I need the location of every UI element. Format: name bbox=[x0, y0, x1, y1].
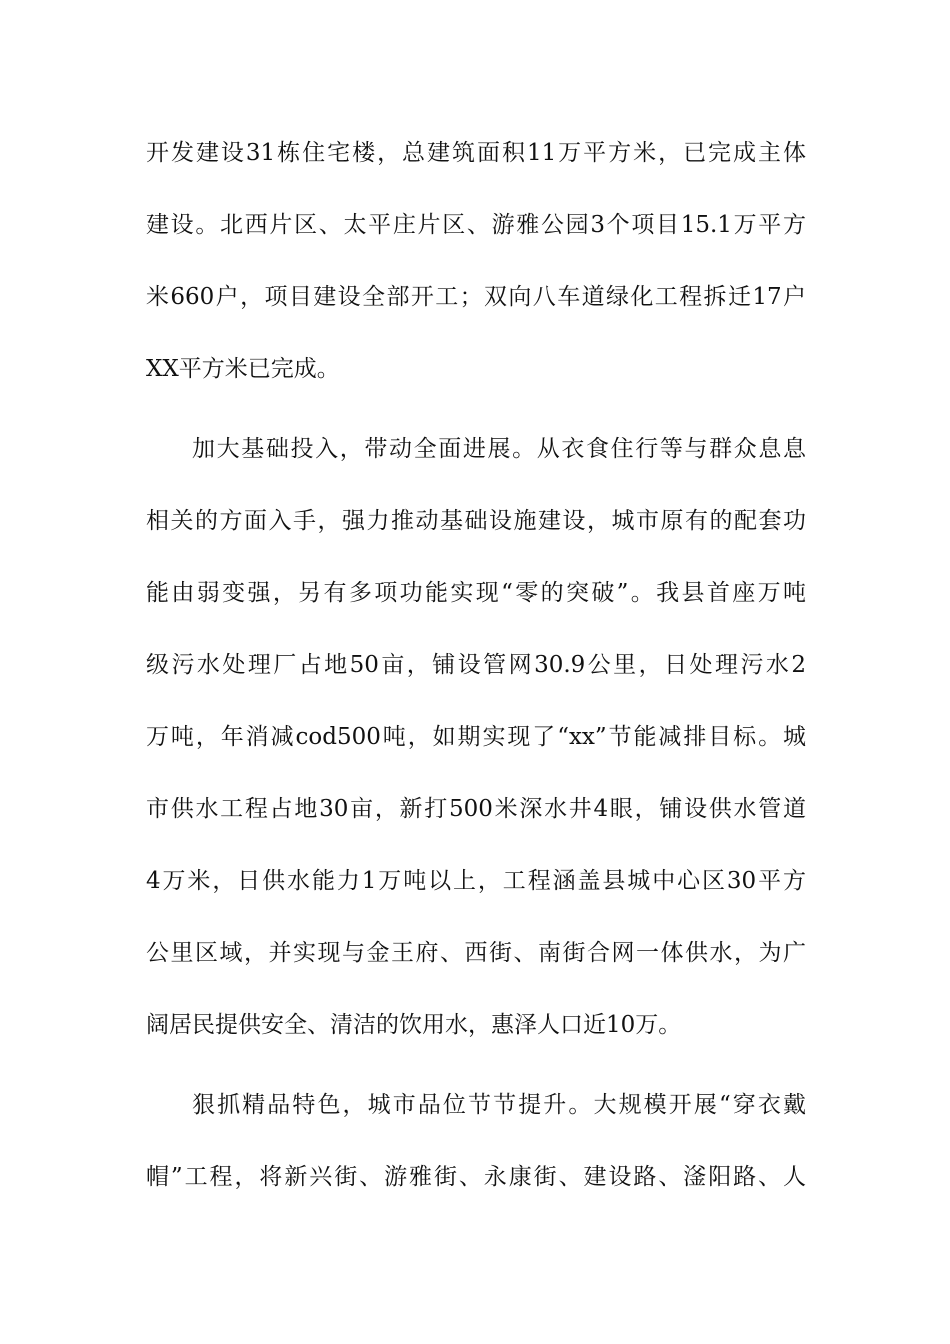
text-line-11: 4万米，日供水能力1万吨以上，工程涵盖县城中心区30平方 bbox=[146, 868, 806, 894]
text-line-5: 加大基础投入，带动全面进展。从衣食住行等与群众息息 bbox=[192, 436, 806, 462]
text-line-4: XX平方米已完成。 bbox=[146, 356, 340, 382]
text-line-3: 米660户，项目建设全部开工；双向八车道绿化工程拆迁17户 bbox=[146, 284, 806, 310]
text-line-1: 开发建设31栋住宅楼，总建筑面积11万平方米，已完成主体 bbox=[146, 140, 806, 166]
text-line-15: 帽”工程，将新兴街、游雅街、永康街、建设路、滏阳路、人 bbox=[146, 1164, 806, 1190]
text-line-9: 万吨，年消减cod500吨，如期实现了“xx”节能减排目标。城 bbox=[146, 724, 806, 750]
text-line-7: 能由弱变强，另有多项功能实现“零的突破”。我县首座万吨 bbox=[146, 580, 806, 606]
text-line-8: 级污水处理厂占地50亩，铺设管网30.9公里，日处理污水2 bbox=[146, 652, 806, 678]
text-line-6: 相关的方面入手，强力推动基础设施建设，城市原有的配套功 bbox=[146, 508, 806, 534]
text-line-14: 狠抓精品特色，城市品位节节提升。大规模开展“穿衣戴 bbox=[192, 1092, 806, 1118]
text-line-2: 建设。北西片区、太平庄片区、游雅公园3个项目15.1万平方 bbox=[146, 212, 806, 238]
text-line-10: 市供水工程占地30亩，新打500米深水井4眼，铺设供水管道 bbox=[146, 796, 806, 822]
text-line-13: 阔居民提供安全、清洁的饮用水，惠泽人口近10万。 bbox=[146, 1012, 682, 1038]
text-line-12: 公里区域，并实现与金王府、西街、南街合网一体供水，为广 bbox=[146, 940, 806, 966]
